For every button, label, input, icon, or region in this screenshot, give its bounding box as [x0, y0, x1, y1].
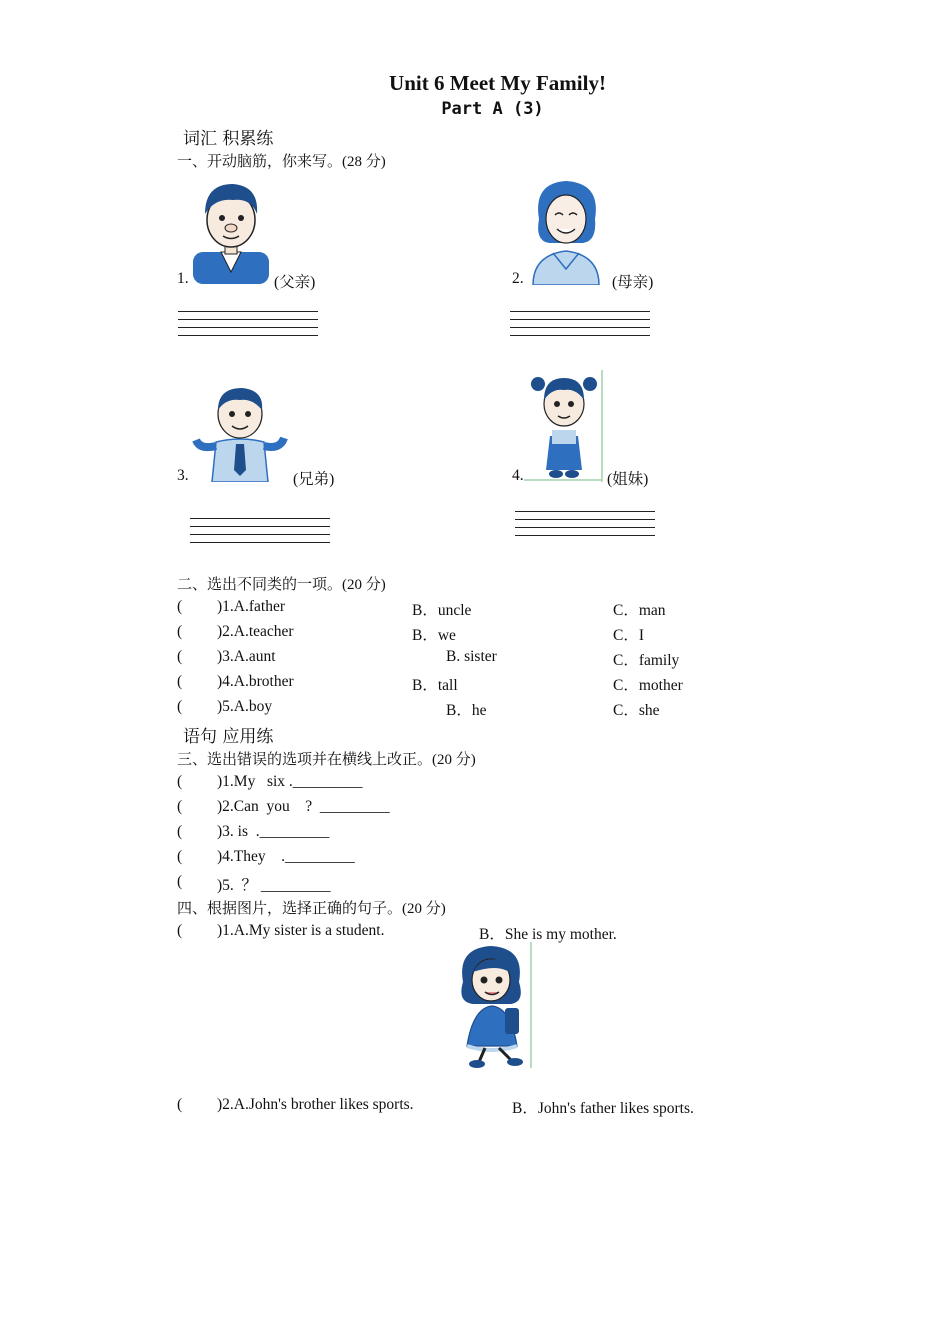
q2-row4-option-a: )4.A.brother — [217, 673, 294, 690]
q2-row2-option-a: )2.A.teacher — [217, 623, 294, 640]
q1-item4-number: 4. — [512, 467, 524, 484]
q4-heading — [177, 897, 446, 918]
q3-row1-text: )1.My six ._________ — [217, 773, 363, 790]
q1-heading-text: 一、开动脑筋，你来写。 — [177, 152, 343, 170]
q1-item3-number: 3. — [177, 467, 189, 484]
q1-item2-writing-lines — [510, 311, 650, 343]
q2-row5-paren: ( — [177, 698, 183, 715]
q1-item1-number: 1. — [177, 270, 189, 287]
q2-row3-paren: ( — [177, 648, 183, 665]
brother-cartoon-icon — [190, 386, 290, 487]
q1-score: (28 分) — [342, 154, 386, 170]
q3-row3-paren: ( — [177, 823, 183, 840]
q2-row5-option-a: )5.A.boy — [217, 698, 273, 715]
page-subtitle: Part A (3) — [441, 99, 544, 119]
sister-cartoon-icon — [524, 370, 604, 487]
mother-cartoon-icon — [525, 175, 607, 290]
q2-row5-option-b: B．he — [446, 702, 487, 719]
q2-row3-option-a: )3.A.aunt — [217, 648, 276, 665]
q2-row4-paren: ( — [177, 673, 183, 690]
girl-student-cartoon-icon — [451, 942, 533, 1075]
q2-row1-option-b: B．uncle — [412, 602, 472, 619]
q4-score: (20 分) — [402, 901, 446, 917]
father-cartoon-icon — [191, 180, 271, 289]
q4-row2-paren: ( — [177, 1096, 183, 1113]
q4-row1-option-b: B．She is my mother. — [479, 926, 617, 943]
q1-item2-hint: (母亲) — [612, 274, 654, 291]
q1-item4-writing-lines — [515, 511, 655, 543]
q1-heading — [177, 150, 386, 171]
q3-score: (20 分) — [432, 752, 476, 768]
q3-heading-text: 三、选出错误的选项并在横线上改正。 — [177, 750, 433, 768]
section-sentence: 语句 应用练 — [183, 727, 274, 747]
q2-row2-option-b: B．we — [412, 627, 456, 644]
q3-row3-text: )3. is ._________ — [217, 823, 330, 840]
q2-row1-option-c: C．man — [613, 602, 666, 619]
q4-row1-paren: ( — [177, 922, 183, 939]
q1-item2-number: 2. — [512, 270, 524, 287]
q2-row4-option-b: B．tall — [412, 677, 458, 694]
q3-row5-text: )5. ？ _________ — [217, 877, 331, 894]
q3-row2-paren: ( — [177, 798, 183, 815]
q1-item3-writing-lines — [190, 518, 330, 550]
q2-row2-option-c: C．I — [613, 627, 645, 644]
q2-heading-text: 二、选出不同类的一项。 — [177, 575, 343, 593]
q3-row1-paren: ( — [177, 773, 183, 790]
q3-row5-paren: ( — [177, 873, 183, 890]
q3-row4-paren: ( — [177, 848, 183, 865]
q2-row3-option-b: B. sister — [446, 648, 497, 665]
q1-item1-writing-lines — [178, 311, 318, 343]
q2-row1-paren: ( — [177, 598, 183, 615]
q2-row2-paren: ( — [177, 623, 183, 640]
q2-row1-option-a: )1.A.father — [217, 598, 285, 615]
q1-item1-hint: (父亲) — [274, 274, 316, 291]
q2-row5-option-c: C．she — [613, 702, 660, 719]
q4-row2-option-a: )2.A.John's brother likes sports. — [217, 1096, 414, 1113]
q1-item3-hint: (兄弟) — [293, 471, 335, 488]
q3-row4-text: )4.They ._________ — [217, 848, 355, 865]
q3-heading — [177, 748, 476, 769]
section-vocab: 词汇 积累练 — [183, 129, 274, 149]
q2-heading — [177, 573, 386, 594]
q2-score: (20 分) — [342, 577, 386, 593]
q1-item4-hint: (姐妹) — [607, 471, 649, 488]
q2-row3-option-c: C．family — [613, 652, 680, 669]
q3-row2-text: )2.Can you ? _________ — [217, 798, 390, 815]
q2-row4-option-c: C．mother — [613, 677, 683, 694]
page-title: Unit 6 Meet My Family! — [389, 71, 606, 95]
q4-heading-text: 四、根据图片，选择正确的句子。 — [177, 899, 403, 917]
q4-row2-option-b: B．John's father likes sports. — [512, 1100, 694, 1117]
q4-row1-option-a: )1.A.My sister is a student. — [217, 922, 385, 939]
